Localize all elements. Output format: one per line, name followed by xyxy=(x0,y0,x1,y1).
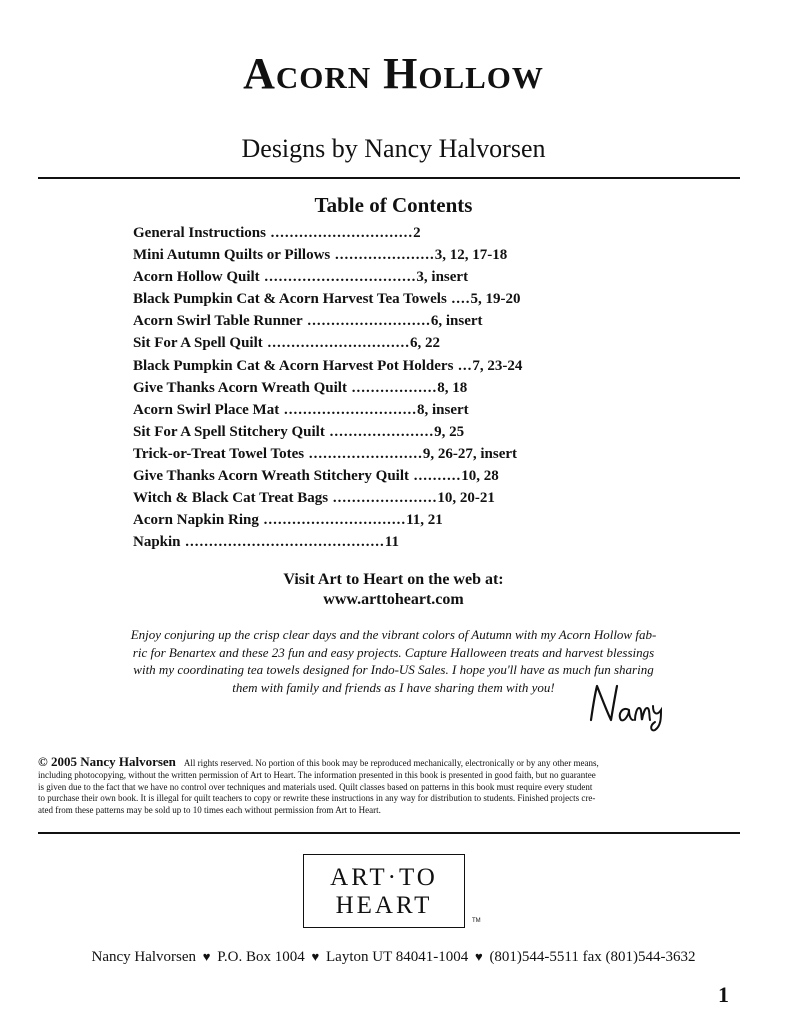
toc-entry-pages: 6, insert xyxy=(430,313,483,330)
toc-entry[interactable] xyxy=(133,377,653,399)
toc-entry-pages: 8, 18 xyxy=(437,379,468,396)
copyright-text: ated from these patterns may be sold up to 10 times each without permission from Art to Heart. xyxy=(38,805,381,816)
toc-entry-pages: 6, 22 xyxy=(410,335,440,352)
intro-line: ric for Benartex and these 23 fun and easy projects. Capture Halloween treats and harvest blessings xyxy=(132,644,655,660)
heart-icon: ♥ xyxy=(311,949,320,964)
contact-line xyxy=(0,947,787,967)
signature-nancy xyxy=(585,676,675,732)
toc-dot-leader: ............................ xyxy=(279,401,417,418)
toc-entry[interactable] xyxy=(133,487,653,509)
toc-dot-leader: .......... xyxy=(409,468,462,485)
intro-line: with my coordinating tea towels designed for Indo-US Sales. I hope you'll have as much fun sharing xyxy=(133,662,654,677)
toc-heading: Table of Contents xyxy=(314,193,473,217)
contact-city: Layton UT 84041-1004 xyxy=(326,949,469,965)
toc-entry-title: Give Thanks Acorn Wreath Stitchery Quilt xyxy=(133,468,409,485)
toc-entry[interactable] xyxy=(133,399,653,421)
toc-entry-title: Sit For A Spell Quilt xyxy=(133,335,263,352)
toc-entry[interactable] xyxy=(133,244,653,266)
toc-entry-pages: 11, 21 xyxy=(406,512,443,529)
toc-entry-pages: 8, insert xyxy=(416,401,469,418)
toc-entry-pages: 9, 26-27, insert xyxy=(422,445,518,462)
toc-entry-pages: 7, 23-24 xyxy=(472,357,523,374)
top-divider xyxy=(38,177,740,179)
toc-entry[interactable] xyxy=(133,332,653,354)
copyright-text: is given due to the fact that we have no control over techniques and materials used. Quilt classes based on patterns in this book must require every student xyxy=(38,781,593,792)
toc-dot-leader: ........................ xyxy=(304,445,423,462)
toc-entry-pages: 10, 28 xyxy=(461,468,499,485)
toc-entry-title: Black Pumpkin Cat & Acorn Harvest Pot Holders xyxy=(133,357,454,374)
bottom-divider xyxy=(38,832,740,834)
toc-entry-title: Mini Autumn Quilts or Pillows xyxy=(133,247,331,264)
toc-dot-leader: ...................... xyxy=(324,423,435,440)
toc-entry[interactable] xyxy=(133,266,653,288)
table-of-contents xyxy=(133,222,653,553)
toc-entry[interactable] xyxy=(133,531,653,553)
page-number: 1 xyxy=(718,982,729,1007)
copyright-text: All rights reserved. No portion of this book may be reproduced mechanically, electronically or by any other means, xyxy=(183,758,599,768)
toc-dot-leader: .......................................... xyxy=(180,534,385,551)
contact-phone: (801)544-5511 fax (801)544-3632 xyxy=(489,949,696,965)
toc-dot-leader: .................. xyxy=(346,379,438,396)
toc-dot-leader: .............................. xyxy=(262,335,410,352)
toc-entry[interactable] xyxy=(133,421,653,443)
toc-dot-leader: ... xyxy=(453,357,473,374)
toc-entry-title: General Instructions xyxy=(133,225,266,241)
copyright-text: including photocopying, without the written permission of Art to Heart. The information presented in this book is presented in good faith, but no guarantee xyxy=(38,769,596,780)
toc-dot-leader: .......................... xyxy=(302,313,431,330)
toc-entry-pages: 2 xyxy=(413,225,421,241)
contact-address: P.O. Box 1004 xyxy=(217,949,305,965)
toc-entry-title: Acorn Swirl Table Runner xyxy=(133,313,303,330)
toc-entry-pages: 3, 12, 17-18 xyxy=(434,247,508,264)
toc-entry-title: Acorn Napkin Ring xyxy=(133,512,259,529)
toc-entry-pages: 9, 25 xyxy=(434,423,465,440)
intro-line: them with family and friends as I have sharing them with you! xyxy=(232,679,555,695)
toc-entry[interactable] xyxy=(133,310,653,332)
copyright-text: to purchase their own book. It is illegal for quilt teachers to copy or rewrite these instructions in any way for distribution to students. Finished projects cre- xyxy=(38,793,596,804)
toc-dot-leader: .............................. xyxy=(258,512,407,529)
logo-line: HEART xyxy=(335,892,433,919)
toc-entry-title: Acorn Swirl Place Mat xyxy=(133,401,280,418)
page-subtitle: Designs by Nancy Halvorsen xyxy=(241,134,546,163)
website-callout-line: Visit Art to Heart on the web at: xyxy=(283,571,504,588)
toc-entry-title: Acorn Hollow Quilt xyxy=(133,269,260,286)
toc-entry-title: Napkin xyxy=(133,534,181,551)
toc-entry-pages: 10, 20-21 xyxy=(437,490,495,507)
toc-dot-leader: .... xyxy=(446,291,471,308)
toc-entry-pages: 11 xyxy=(384,534,399,551)
toc-entry-pages: 3, insert xyxy=(416,269,469,286)
toc-entry-title: Trick-or-Treat Towel Totes xyxy=(133,445,305,462)
page-title: Acorn Hollow xyxy=(243,49,544,98)
toc-dot-leader: .............................. xyxy=(265,225,414,241)
toc-entry[interactable] xyxy=(133,465,653,487)
toc-entry[interactable] xyxy=(133,509,653,531)
toc-entry[interactable] xyxy=(133,355,653,377)
toc-entry[interactable] xyxy=(133,222,653,244)
copyright-first-line xyxy=(38,756,744,770)
toc-entry-pages: 5, 19-20 xyxy=(470,291,521,308)
website-url[interactable]: www.arttoheart.com xyxy=(323,591,464,608)
copyright-holder: © 2005 Nancy Halvorsen xyxy=(38,754,176,769)
toc-dot-leader: ...................... xyxy=(328,490,438,507)
logo-line: ART·TO xyxy=(330,864,438,891)
website-callout xyxy=(0,570,787,610)
toc-entry[interactable] xyxy=(133,443,653,465)
toc-entry[interactable] xyxy=(133,288,653,310)
intro-line: Enjoy conjuring up the crisp clear days and the vibrant colors of Autumn with my Acorn Hollow fab- xyxy=(130,627,657,642)
contact-name: Nancy Halvorsen xyxy=(91,949,197,965)
toc-entry-title: Give Thanks Acorn Wreath Quilt xyxy=(133,379,347,396)
heart-icon: ♥ xyxy=(202,949,211,964)
toc-entry-title: Black Pumpkin Cat & Acorn Harvest Tea Towels xyxy=(133,291,447,308)
heart-icon: ♥ xyxy=(474,949,483,964)
toc-dot-leader: ................................ xyxy=(259,269,417,286)
toc-entry-title: Sit For A Spell Stitchery Quilt xyxy=(133,423,325,440)
trademark-mark: TM xyxy=(472,918,481,924)
toc-dot-leader: ..................... xyxy=(330,247,435,264)
copyright-notice xyxy=(38,756,744,817)
toc-entry-title: Witch & Black Cat Treat Bags xyxy=(133,490,329,507)
art-to-heart-logo xyxy=(303,854,465,928)
